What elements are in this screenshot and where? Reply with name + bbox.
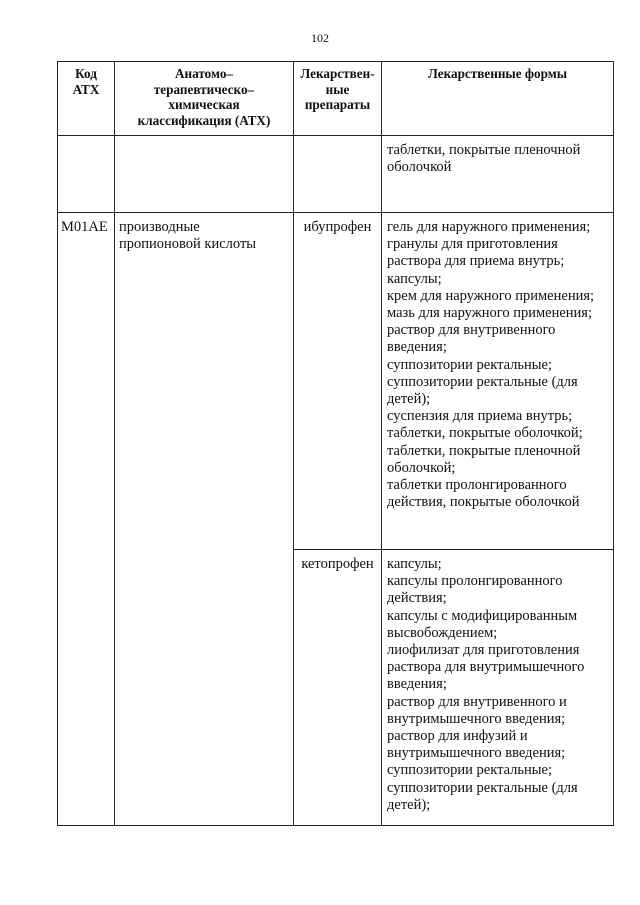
form-item: суспензия для приема внутрь; [387, 408, 573, 425]
form-item: капсулы; [387, 556, 442, 572]
header-classification-line: терапевтическо– [153, 81, 255, 97]
form-item: таблетки, покрытые оболочкой; [387, 425, 583, 442]
cell-drug-empty [294, 136, 382, 213]
header-drugs-line: препараты [304, 97, 371, 113]
header-forms-line: Лекарственные формы [428, 66, 567, 81]
header-code-line: Код [75, 66, 97, 81]
form-item: оболочкой [387, 159, 452, 176]
form-item: суппозитории ректальные (для [387, 779, 578, 796]
form-item: внутримышечного введения; [387, 745, 566, 762]
header-drugs [294, 62, 382, 136]
cell-code: M01AE [58, 213, 115, 826]
form-item: лиофилизат для приготовления [387, 642, 580, 659]
table-row-ibuprofen [58, 213, 614, 550]
form-item: крем для наружного применения; [387, 287, 595, 304]
form-item: раствор для инфузий и [387, 728, 528, 745]
cell-forms-continuation [382, 136, 614, 213]
form-item: внутримышечного введения; [387, 710, 566, 727]
classification-line: производные [119, 219, 200, 235]
cell-drug-ketoprofen: кетопрофен [294, 550, 382, 826]
form-item: раствора для внутримышечного [387, 659, 585, 676]
form-item: детей); [387, 391, 431, 408]
cell-classification [115, 213, 294, 826]
classification-line: пропионовой кислоты [119, 236, 257, 252]
form-item: суппозитории ректальные; [387, 762, 552, 779]
form-item: действия, покрытые оболочкой [387, 494, 580, 511]
form-item: детей); [387, 796, 431, 813]
page-number: 102 [311, 31, 329, 45]
cell-code-empty [58, 136, 115, 213]
form-item: гранулы для приготовления [387, 236, 558, 253]
form-item: таблетки, покрытые пленочной [387, 442, 581, 459]
atx-table [57, 61, 614, 826]
form-item: мазь для наружного применения; [387, 305, 592, 322]
cell-classification-empty [115, 136, 294, 213]
header-drugs-line: Лекарствен- [300, 66, 375, 81]
form-item: гель для наружного применения; [387, 219, 591, 235]
header-drugs-line: ные [325, 81, 350, 97]
header-code-line: АТХ [72, 81, 100, 97]
cell-drug-ibuprofen: ибупрофен [294, 213, 382, 550]
form-item: капсулы с модифицированным [387, 607, 578, 624]
form-item: оболочкой; [387, 459, 456, 476]
cell-forms-ketoprofen [382, 550, 614, 826]
form-item: капсулы; [387, 270, 442, 287]
form-item: раствор для внутривенного [387, 322, 556, 339]
header-row [58, 62, 614, 136]
header-classification-line: химическая [168, 97, 240, 113]
form-item: раствора для приема внутрь; [387, 253, 565, 270]
form-item: введения; [387, 339, 447, 356]
form-item: раствор для внутривенного и [387, 693, 567, 710]
cell-forms-ibuprofen [382, 213, 614, 550]
form-item: суппозитории ректальные; [387, 356, 552, 373]
form-item: высвобождением; [387, 624, 498, 641]
form-item: действия; [387, 590, 447, 607]
header-classification-line: классификация (АТХ) [137, 112, 271, 128]
form-item: суппозитории ректальные (для [387, 373, 578, 390]
header-classification [115, 62, 294, 136]
header-code [58, 62, 115, 136]
table-row-continuation [58, 136, 614, 213]
form-item: введения; [387, 676, 447, 693]
form-item: таблетки, покрытые пленочной [387, 142, 581, 158]
form-item: капсулы пролонгированного [387, 573, 563, 590]
header-classification-line: Анатомо– [174, 66, 234, 81]
form-item: таблетки пролонгированного [387, 477, 567, 494]
header-forms [382, 62, 614, 136]
